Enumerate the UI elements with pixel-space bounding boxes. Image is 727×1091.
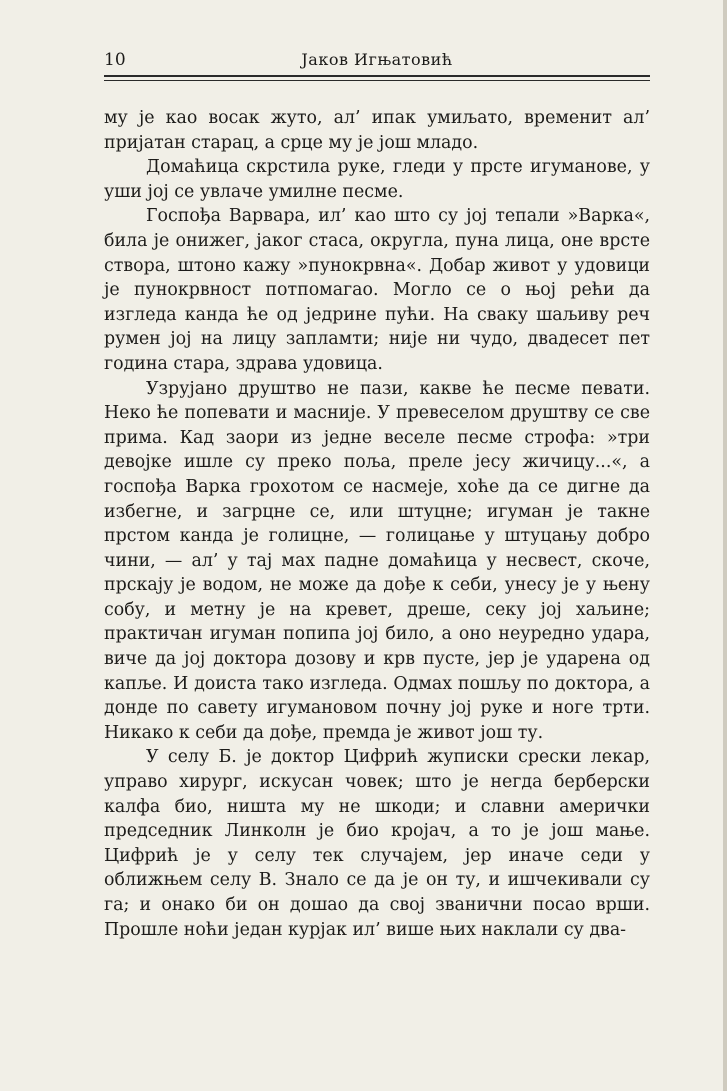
page-number: 10 [104,50,126,70]
header-rule-thick [104,75,650,77]
paragraph: му је као восак жуто, ал’ ипак умиљато, временит ал’ пријатан старац, а срце му је још младо. [104,108,650,153]
page-edge [723,0,727,1091]
page-header [104,50,650,74]
header-rule-thin [104,80,650,81]
paragraph: Домаћица скрстила руке, гледи у прсте игумановe, у уши јој се увлаче умилне песме. [104,157,650,202]
paragraph: Узрујано друштво не пази, какве ће песме певати. Неко ће попевати и масније. У превеселом друштву се све прима. Кад заори из једне веселе песме строфа: »три девојке ишле су преко поља, преле јесу жичицу...«, а госпођа Варка грохотом се насмеје, хоће да се дигне да избегне, и загрцне се, или штуцне; игуман је такне прстом канда је голицне, — голицање у штуцању добро чини, — ал’ у тај мах падне домаћица у несвест, скоче, прскају је водом, не може да дође к себи, унесу је у њену собу, и метну је на кревет, дреше, секу јој хаљине; практичан игуман попипа јој било, а оно неуредно удара, виче да јој доктора дозову и крв пусте, јер је ударена од капље. И доиста тако изгледа. Одмах пошљу по доктора, а донде по савету игумановом почну јој руке и ноге трти. Никако к себи да дође, премда је живот још ту. [104,378,650,743]
paragraph: У селу Б. је доктор Цифрић жуписки срески лекар, управо хирург, искусан човек; што је негда берберски калфа био, ништа му не шкоди; и славни амерички председник Линколн је био кројач, а то је још мање. Цифрић је у селу тек случајем, јер иначе седи у оближњем селу В. Знало се да је он ту, и ишчекивали су га; и онако би он дошао да свој званични посао врши. Прошле ноћи један курјак ил’ више њих наклали су два- [104,747,650,940]
body-text [104,106,650,942]
paragraph: Госпођа Варвара, ил’ као што су јој тепали »Варка«, била је онижег, јаког стаса, округла, пуна лица, оне врсте створа, штоно кажу »пунокрвна«. Добар живот у удовици је пунокрвност потпомагао. Могло се о њој рећи да изгледа канда ће од једрине пући. На сваку шаљиву реч румен јој на лицу запламти; није ни чудо, двадесет пет година стара, здрава удовица. [104,206,650,374]
running-title: Јаков Игњатовић [301,50,453,69]
